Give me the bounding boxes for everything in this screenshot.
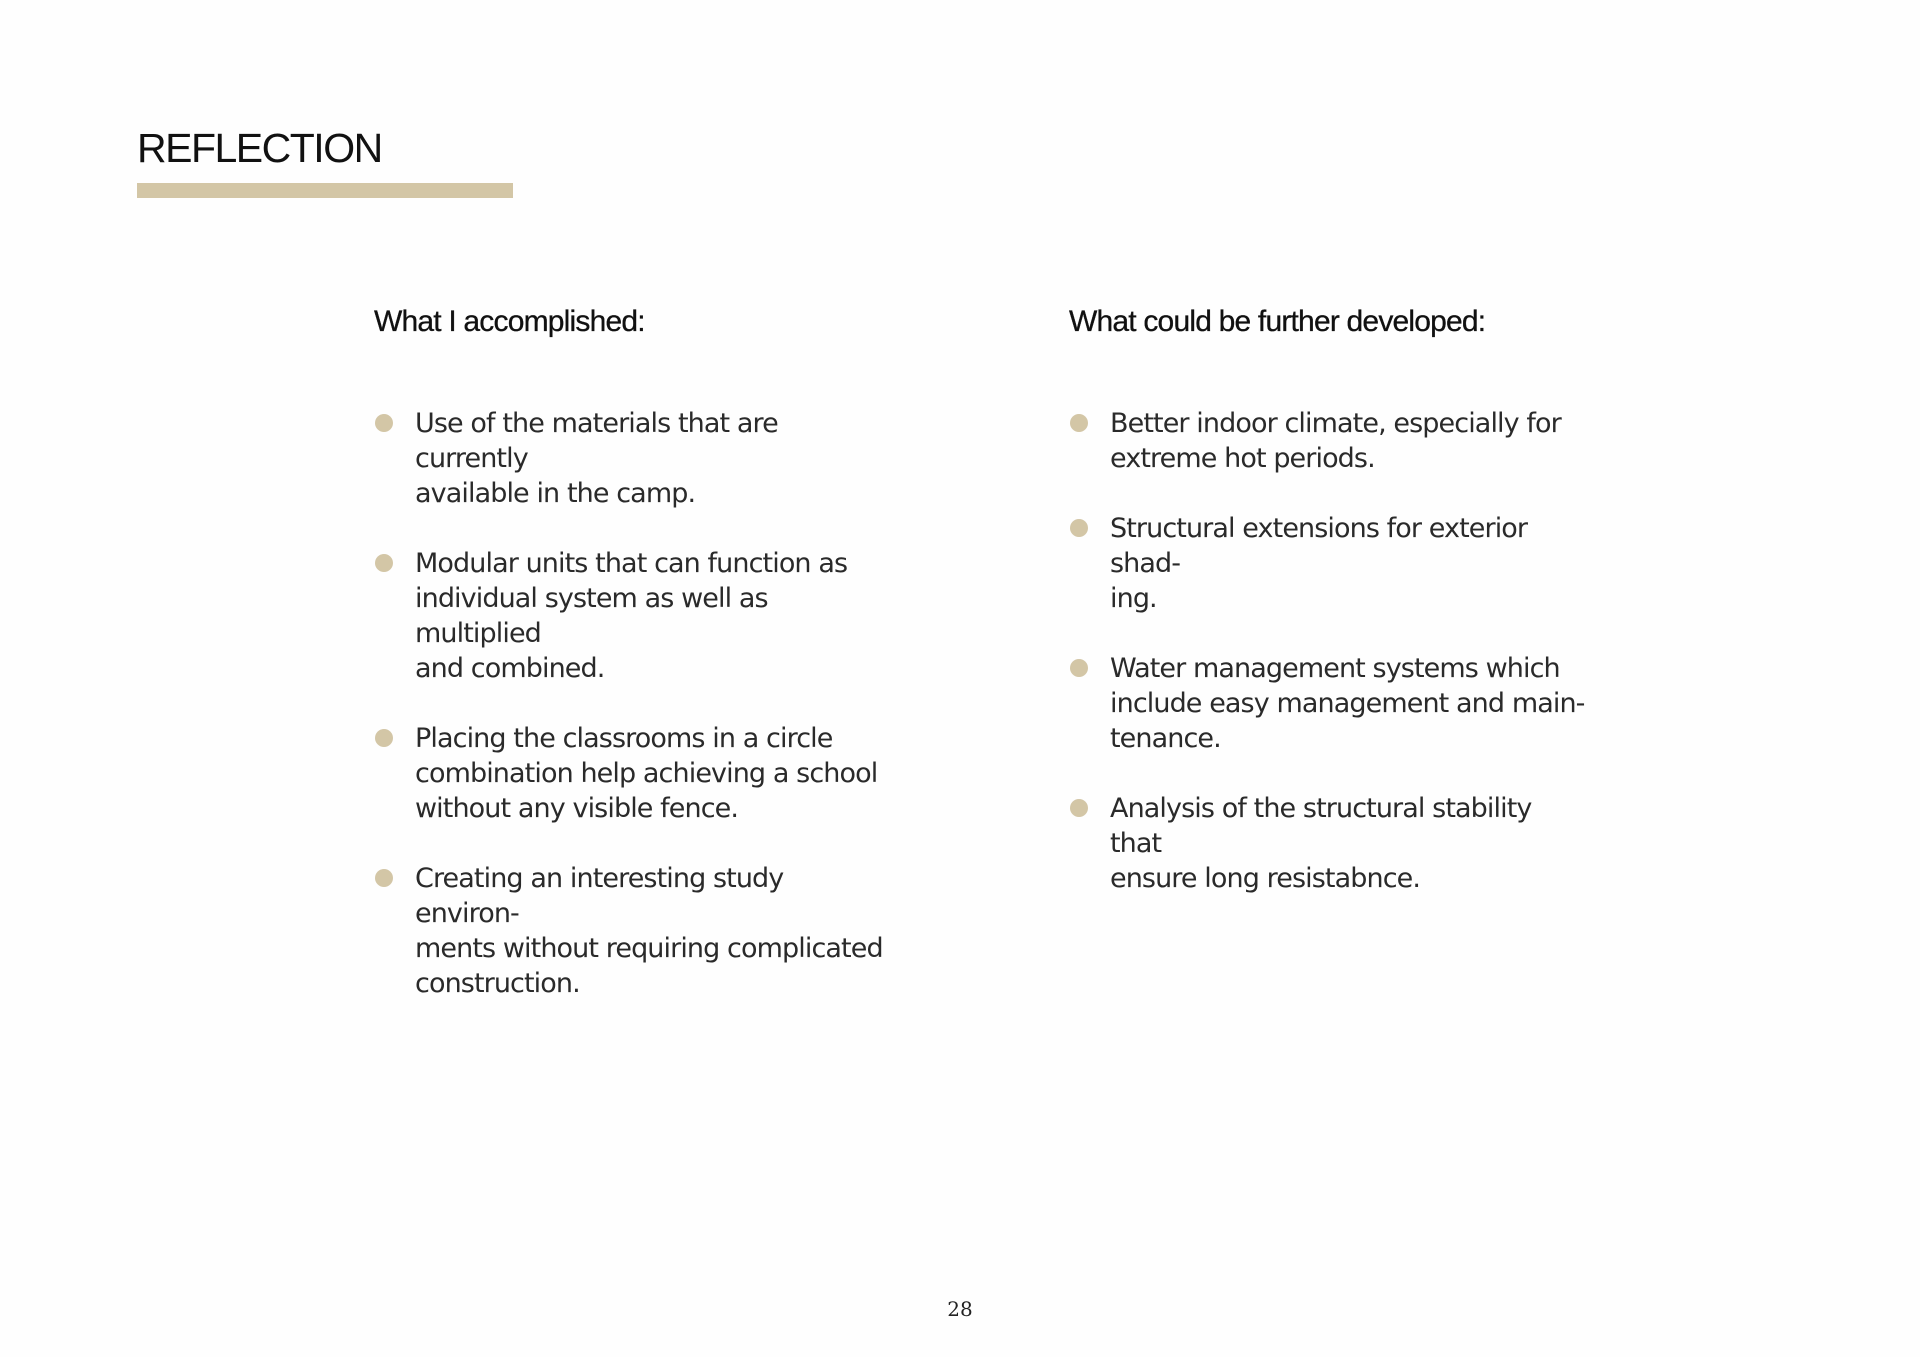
accomplished-list xyxy=(374,406,894,1001)
list-item xyxy=(374,406,894,511)
list-item-text: Analysis of the structural stability that ensure long resistabnce. xyxy=(1110,793,1532,894)
list-item-text: Water management systems which include easy management and main- tenance. xyxy=(1110,653,1585,754)
bullet-dot-icon xyxy=(1070,519,1088,537)
list-item xyxy=(1069,511,1589,616)
bullet-dot-icon xyxy=(375,869,393,887)
list-item xyxy=(1069,406,1589,476)
bullet-dot-icon xyxy=(375,414,393,432)
page-title: REFLECTION xyxy=(137,125,382,171)
list-item xyxy=(1069,651,1589,756)
accomplished-heading: What I accomplished: xyxy=(374,305,645,338)
bullet-dot-icon xyxy=(375,554,393,572)
accomplished-column xyxy=(374,300,894,1036)
page-number: 28 xyxy=(947,1297,973,1321)
further-development-heading: What could be further developed: xyxy=(1069,305,1486,338)
list-item-text: Modular units that can function as individual system as well as multiplied and combined. xyxy=(415,548,848,684)
list-item xyxy=(374,721,894,826)
list-item-text: Better indoor climate, especially for extreme hot periods. xyxy=(1110,408,1561,474)
bullet-dot-icon xyxy=(1070,659,1088,677)
list-item xyxy=(374,546,894,686)
bullet-dot-icon xyxy=(375,729,393,747)
title-underline-bar xyxy=(137,183,513,198)
further-development-column xyxy=(1069,300,1589,931)
further-development-list xyxy=(1069,406,1589,896)
list-item-text: Use of the materials that are currently available in the camp. xyxy=(415,408,778,509)
list-item-text: Structural extensions for exterior shad- ing. xyxy=(1110,513,1528,614)
bullet-dot-icon xyxy=(1070,414,1088,432)
list-item-text: Creating an interesting study environ- ments without requiring complicated construction. xyxy=(415,863,883,999)
list-item xyxy=(374,861,894,1001)
list-item-text: Placing the classrooms in a circle combination help achieving a school without any visible fence. xyxy=(415,723,878,824)
list-item xyxy=(1069,791,1589,896)
bullet-dot-icon xyxy=(1070,799,1088,817)
